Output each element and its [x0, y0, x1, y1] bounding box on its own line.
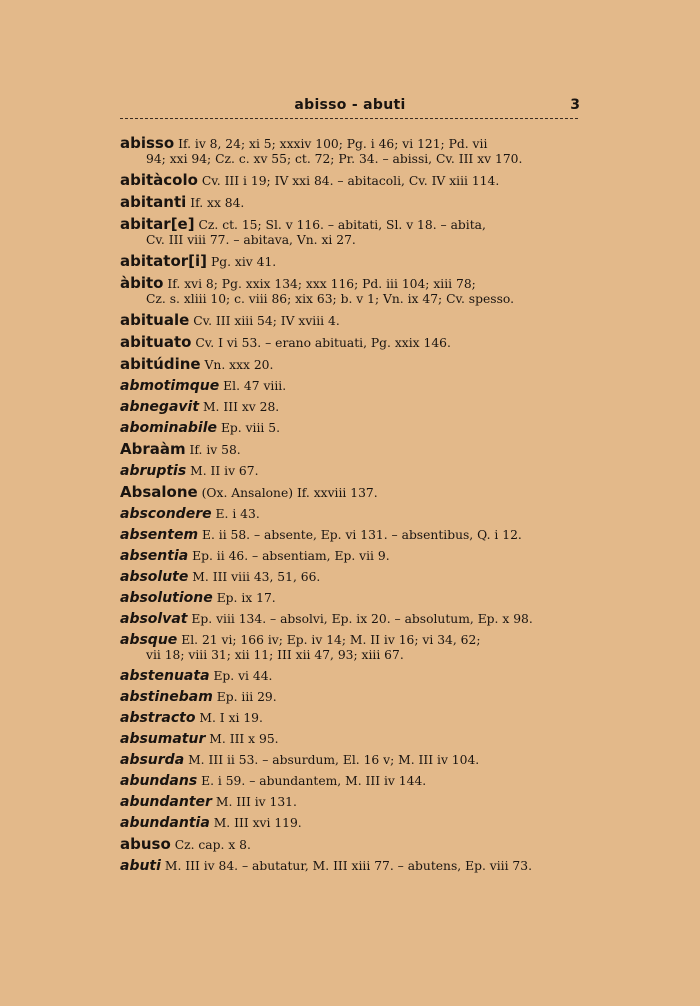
entry-references: M. III iv 84. – abutatur, M. III xiii 77. – abutens, Ep. viii 73.: [164, 859, 532, 873]
entry-headword: abitúdine: [120, 355, 201, 373]
dictionary-entry: [120, 795, 580, 810]
entry-headword: absolute: [120, 569, 189, 585]
dictionary-entry: [120, 442, 580, 458]
entry-references: Ep. viii 5.: [220, 421, 280, 435]
entry-headword: abundanter: [120, 794, 212, 810]
dictionary-entry: [120, 313, 580, 329]
entry-headword: absque: [120, 632, 178, 648]
entry-references: Cv. III xiii 54; IV xviii 4.: [193, 314, 340, 328]
dictionary-entry: [120, 400, 580, 415]
entry-references: (Ox. Ansalone) If. xxviii 137.: [201, 486, 378, 500]
dictionary-entry: [120, 379, 580, 394]
dictionary-entry: [120, 732, 580, 747]
entry-references: If. xvi 8; Pg. xxix 134; xxx 116; Pd. iii 104; xiii 78;: [167, 277, 476, 291]
entry-references: Ep. vi 44.: [213, 669, 273, 683]
entry-headword: abisso: [120, 134, 175, 152]
entry-references: El. 21 vi; 166 iv; Ep. iv 14; M. II iv 16; vi 34, 62;: [181, 633, 481, 647]
entry-references-continued: Cz. s. xliii 10; c. viii 86; xix 63; b. v 1; Vn. ix 47; Cv. spesso.: [146, 292, 514, 306]
dictionary-entry: [120, 549, 580, 564]
entry-headword: abstenuata: [120, 668, 210, 684]
dictionary-entry: [120, 254, 580, 270]
entry-headword: abitanti: [120, 193, 187, 211]
dictionary-entry: [120, 136, 580, 167]
entry-headword: abitàcolo: [120, 171, 198, 189]
entry-references: E. ii 58. – absente, Ep. vi 131. – absentibus, Q. i 12.: [201, 528, 522, 542]
entry-headword: Abraàm: [120, 440, 186, 458]
entry-references: M. III xvi 119.: [213, 816, 302, 830]
running-header: [120, 97, 580, 117]
entry-headword: absolvat: [120, 611, 188, 627]
header-rule: [120, 118, 578, 119]
entry-headword: abstinebam: [120, 689, 213, 705]
entry-references-continued: Cv. III viii 77. – abitava, Vn. xi 27.: [146, 233, 356, 247]
entry-references: M. III x 95.: [209, 732, 279, 746]
entry-headword: abstracto: [120, 710, 196, 726]
dictionary-entry: [120, 195, 580, 211]
entry-headword: abscondere: [120, 506, 212, 522]
entry-headword: absolutione: [120, 590, 213, 606]
dictionary-entry: [120, 485, 580, 501]
dictionary-entry: [120, 507, 580, 522]
dictionary-entry: [120, 570, 580, 585]
entry-references: E. i 59. – abundantem, M. III iv 144.: [201, 774, 427, 788]
entry-headword: abituato: [120, 333, 192, 351]
entry-references: Ep. viii 134. – absolvi, Ep. ix 20. – absolutum, Ep. x 98.: [191, 612, 533, 626]
entry-references-continued: 94; xxi 94; Cz. c. xv 55; ct. 72; Pr. 34. – abissi, Cv. III xv 170.: [146, 152, 523, 166]
entry-headword: abmotimque: [120, 378, 220, 394]
header-title: abisso - abuti: [294, 97, 406, 113]
entry-references: E. i 43.: [215, 507, 260, 521]
entry-headword: abitar[e]: [120, 215, 195, 233]
entry-references: If. xx 84.: [190, 196, 245, 210]
entry-references: Ep. iii 29.: [216, 690, 277, 704]
dictionary-entry: [120, 357, 580, 373]
dictionary-entry: [120, 217, 580, 248]
entry-references: M. II iv 67.: [190, 464, 259, 478]
dictionary-entry: [120, 591, 580, 606]
dictionary-entry: [120, 711, 580, 726]
entry-headword: absumatur: [120, 731, 206, 747]
entry-headword: abitator[i]: [120, 252, 208, 270]
entry-references: If. iv 58.: [189, 443, 241, 457]
entry-headword: abuti: [120, 858, 161, 874]
entry-references: Ep. ii 46. – absentiam, Ep. vii 9.: [192, 549, 390, 563]
dictionary-entry: [120, 816, 580, 831]
dictionary-entry: [120, 464, 580, 479]
entry-references: Ep. ix 17.: [216, 591, 276, 605]
entry-headword: àbito: [120, 274, 164, 292]
entry-references: M. III iv 131.: [215, 795, 297, 809]
dictionary-entry: [120, 421, 580, 436]
dictionary-entry: [120, 633, 580, 663]
entry-headword: abominabile: [120, 420, 218, 436]
entry-list: [120, 136, 580, 880]
entry-headword: absurda: [120, 752, 185, 768]
entry-headword: abundantia: [120, 815, 210, 831]
dictionary-entry: [120, 173, 580, 189]
dictionary-entry: [120, 690, 580, 705]
entry-headword: absentem: [120, 527, 199, 543]
entry-headword: absentia: [120, 548, 189, 564]
entry-references: M. III ii 53. – absurdum, El. 16 v; M. III iv 104.: [188, 753, 480, 767]
entry-headword: abituale: [120, 311, 190, 329]
entry-references: M. III viii 43, 51, 66.: [192, 570, 321, 584]
entry-references: M. III xv 28.: [202, 400, 280, 414]
entry-headword: abuso: [120, 835, 171, 853]
entry-headword: abundans: [120, 773, 198, 789]
dictionary-entry: [120, 612, 580, 627]
entry-references: Cz. cap. x 8.: [174, 838, 251, 852]
entry-headword: abnegavit: [120, 399, 200, 415]
dictionary-entry: [120, 753, 580, 768]
entry-references: Cv. III i 19; IV xxi 84. – abitacoli, Cv. IV xiii 114.: [201, 174, 500, 188]
entry-headword: abruptis: [120, 463, 187, 479]
dictionary-entry: [120, 669, 580, 684]
dictionary-entry: [120, 859, 580, 874]
dictionary-entry: [120, 528, 580, 543]
entry-references: Cv. I vi 53. – erano abituati, Pg. xxix 146.: [195, 336, 451, 350]
dictionary-entry: [120, 335, 580, 351]
entry-references: Vn. xxx 20.: [204, 358, 274, 372]
page-number: 3: [570, 97, 580, 113]
entry-references: M. I xi 19.: [199, 711, 263, 725]
entry-references: If. iv 8, 24; xi 5; xxxiv 100; Pg. i 46; vi 121; Pd. vii: [178, 137, 488, 151]
entry-references: Cz. ct. 15; Sl. v 116. – abitati, Sl. v 18. – abita,: [198, 218, 486, 232]
entry-references-continued: vii 18; viii 31; xii 11; III xii 47, 93; xiii 67.: [146, 648, 404, 662]
entry-references: Pg. xiv 41.: [210, 255, 277, 269]
dictionary-entry: [120, 774, 580, 789]
dictionary-entry: [120, 276, 580, 307]
entry-references: El. 47 viii.: [223, 379, 287, 393]
dictionary-entry: [120, 837, 580, 853]
entry-headword: Absalone: [120, 483, 198, 501]
